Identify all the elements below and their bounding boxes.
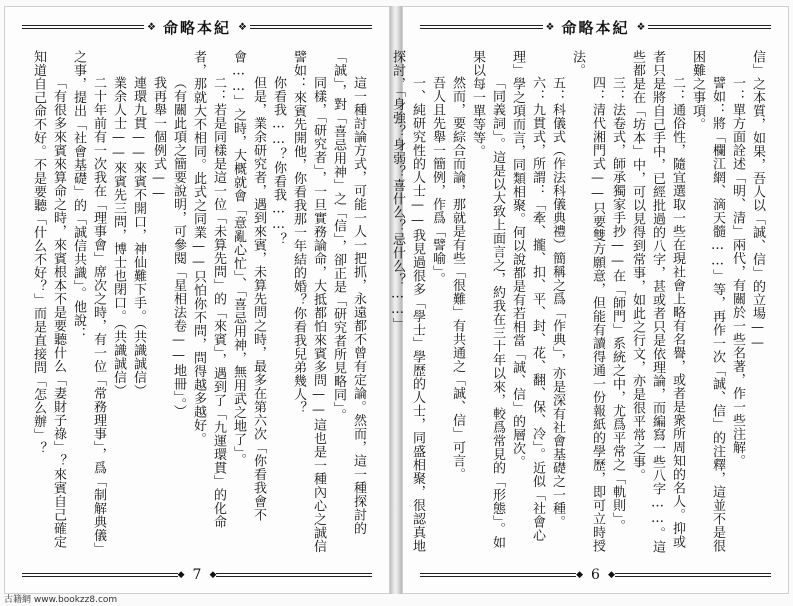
paragraph: 「有很多來賓來算命之時，來賓根本不是要聽什么「妻財子祿」？來賓自己確定知道自己命不好。不是要聽「什么不好？」而是直接問「怎么辦」？ <box>31 50 66 549</box>
paragraph: 你看我……？你看我……？ <box>271 76 286 246</box>
paragraph: 這一種討論方式，可能一人一把抓，永遠都不曾有定論。然而，這一種探討的「誠」，對「喜忌用神」之「信」，卻正是「研究者所見略同」。 <box>331 50 366 535</box>
paragraph: 一、純研究性的人士——我見過很多「學士」學歷的人士，同盛相聚，很認真地探討，「身強？身弱？喜什么？忌什么？……」 <box>390 50 425 553</box>
paragraph: 一：單方面詮述「明、清」兩代，有關於一些名著，作一些注解。 <box>730 76 745 468</box>
ornament-icon: ◆ <box>177 570 185 580</box>
left-page-footer <box>22 564 372 586</box>
left-page-body <box>26 50 368 554</box>
site-watermark: 古籍網 www.bookzz8.com <box>4 595 118 605</box>
ornament-icon: ❖ <box>238 21 247 33</box>
ornament-icon: ❖ <box>545 21 555 33</box>
paragraph: 四：清代湘門式——只要雙方願意，但能有讀得通一份報紙的學歷，即可立時授法。 <box>570 50 605 553</box>
right-page-footer <box>420 564 771 586</box>
page-number: 7 <box>192 567 202 583</box>
header-rule <box>22 25 144 29</box>
header-title: 命略本紀 <box>561 18 630 37</box>
paragraph: 五：科儀式（作法科儀典禮）簡稱之爲「作典」，亦是深有社會基礎之一種。 <box>550 76 565 529</box>
ornament-icon: ◆ <box>607 570 615 580</box>
paragraph: （有關此項之簡要說明，可參閱「星相法卷——地冊」。） <box>171 76 186 418</box>
header-rule <box>250 25 372 29</box>
footer-rule <box>216 573 372 577</box>
paragraph: 「同義詞」。這是以大致上面言之，約我在三十年以來，較爲常見的「形態」。如果以每一單等等。 <box>470 50 505 549</box>
paragraph: 連環九貫——來賓不開口，神仙難下手。（共識誠信） <box>131 76 146 398</box>
ornament-icon: ❖ <box>636 21 646 33</box>
header-title: 命略本紀 <box>163 18 232 37</box>
paragraph: 二：通俗性，隨宜選取一些在現社會上略有名譽，或者是衆所周知的名人。抑或者只是將自己手中，已經批過的八字，甚或者只是依理論，而編寫一些八字……。這些都是在「坊本」中，可以見得到常事，如此之行文，亦是很平常之事。 <box>630 50 685 554</box>
paragraph: 六：九貫式，所謂：「牽、攏、扣、平、封、花、翻、保、冷」。近似「社會心理」學之項而言，同類相聚。何以說都是有若相當「誠、信」的層次。 <box>510 50 545 542</box>
paragraph: 三：法卷式，師承獨家手抄——在「師門」系統之中，尤爲平常之「軌則」。 <box>610 76 625 533</box>
paragraph: 業余人士——來賓先三問，博士也閉口。（共識誠信） <box>111 76 126 398</box>
paragraph: 但是，業余研究者，遇到來賓，未算先問之時，最多在第六次「你看我會不會……」之時，大概就會「意亂心忙」、「喜忌用神，無用武之地了」。 <box>231 50 266 522</box>
paragraph: 同樣，「研究者」，一旦實務論命，大抵都怕來賓多問——這也是一種內心之誠信譬如：來賓先開他，你看我那一年結的婚？你看我兒弟幾人？ <box>291 50 326 553</box>
header-rule <box>648 25 771 29</box>
footer-rule <box>615 573 771 577</box>
footer-rule <box>22 573 178 577</box>
footer-rule <box>420 573 576 577</box>
ornament-icon: ◆ <box>576 570 584 580</box>
right-page-header <box>420 14 771 40</box>
paragraph: 我再舉一個例式—— <box>151 76 166 202</box>
paragraph: 二十年前有一次我在「理事會」席次之時，有一位「常務理事」，爲「制解典儀」之事，提出「社會基礎」的「誠信共識」。他說： <box>71 50 106 549</box>
left-page <box>4 6 390 594</box>
right-page-body <box>390 50 767 554</box>
page-number: 6 <box>591 567 600 583</box>
header-rule <box>420 25 543 29</box>
ornament-icon: ❖ <box>147 21 156 33</box>
ornament-icon: ◆ <box>209 570 217 580</box>
paragraph: 吾人且先舉一簡例，作爲「譬喻」。 <box>430 76 445 286</box>
paragraph: 然而，要綜合而論，那就是有些「很難」有共通之「誠、信」可言。 <box>450 76 465 481</box>
paragraph: 譬如：將「欄江網、滴天髓……」等，再作一次「誠、信」的注釋，這並不是很困難之事項。 <box>690 50 725 553</box>
right-page <box>390 6 789 594</box>
paragraph: 二：若是同樣是這一位「未算先問」的「來賓」，遇到了「九運環貫」的化命者，那就大不相同。此式之同業——只怕你不問，問得越多越好。 <box>191 50 226 529</box>
left-page-header <box>22 14 372 40</box>
paragraph: 信」之本質，如果，吾人以「誠、信」的立場—— <box>750 50 765 351</box>
